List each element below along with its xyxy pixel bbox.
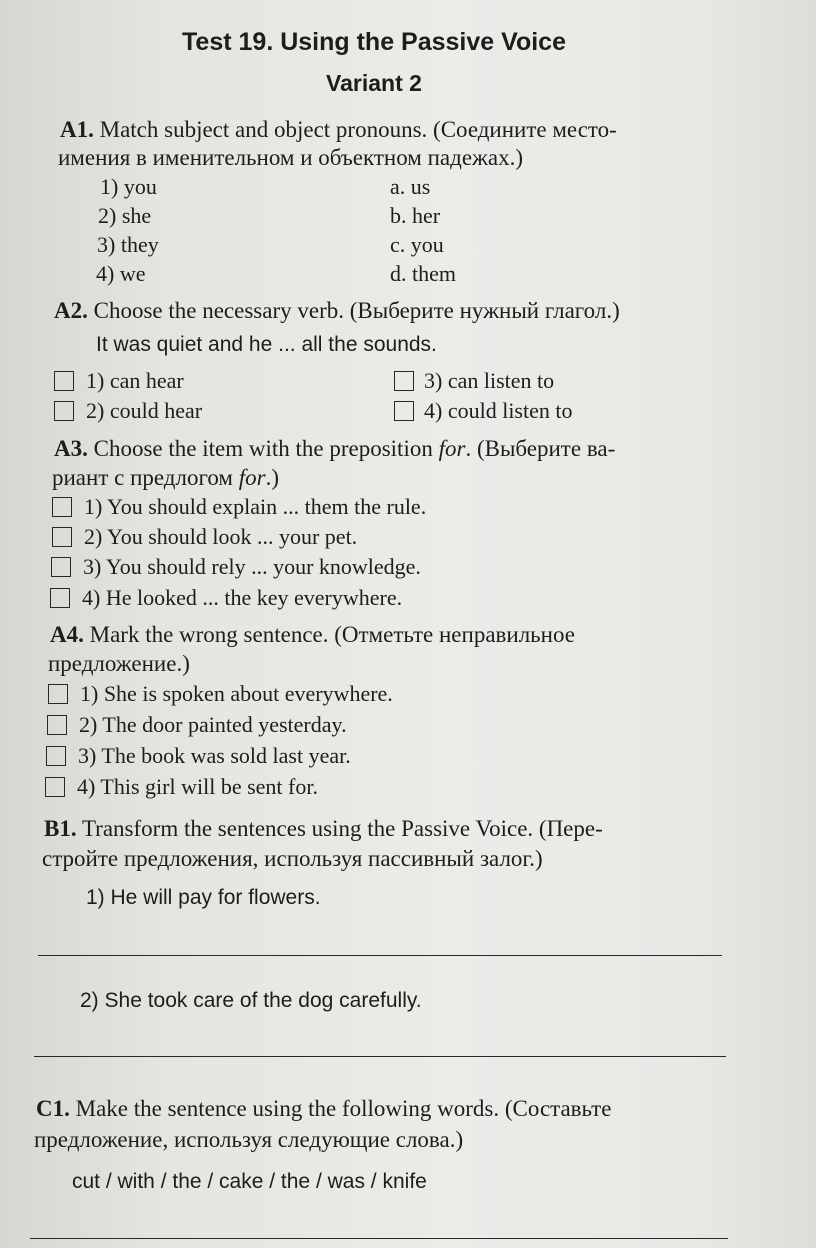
a2-label: A2. (54, 298, 88, 323)
a2-option-4-checkbox[interactable] (394, 401, 414, 421)
a3-option-3: 3) You should rely ... your knowledge. (83, 554, 421, 579)
a1-subject-3: 3) they (97, 232, 159, 257)
a3-option-4-checkbox[interactable] (50, 588, 70, 608)
a4-option-3-checkbox[interactable] (46, 746, 66, 766)
a3-instruction-line2-italic: for (238, 465, 266, 490)
c1-instruction (36, 1094, 611, 1124)
a4-instruction (50, 620, 575, 650)
a4-option-1-checkbox[interactable] (48, 684, 68, 704)
b1-instruction (44, 814, 603, 844)
a1-subject-1: 1) you (100, 174, 157, 199)
b1-label: B1. (44, 816, 77, 841)
a4-option-3: 3) The book was sold last year. (78, 743, 351, 768)
a2-option-3: 3) can listen to (424, 368, 555, 393)
a2-instruction (54, 296, 620, 326)
a4-instruction-text: Mark the wrong sentence. (Отметьте неправильное (89, 622, 575, 647)
c1-answer-line[interactable] (30, 1238, 728, 1239)
b1-item-1: 1) He will pay for flowers. (86, 886, 321, 909)
b1-item-2: 2) She took care of the dog carefully. (80, 989, 422, 1012)
page-title: Test 19. Using the Passive Voice (182, 28, 566, 56)
a2-instruction-text: Choose the necessary verb. (Выберите нужный глагол.) (93, 298, 620, 323)
a2-sentence: It was quiet and he ... all the sounds. (96, 333, 437, 356)
a1-subject-2: 2) she (98, 203, 152, 228)
a2-option-1: 1) can hear (86, 368, 184, 393)
a1-object-c: c. you (390, 232, 444, 257)
a3-option-1-checkbox[interactable] (52, 497, 72, 517)
a3-option-2-checkbox[interactable] (52, 527, 72, 547)
a4-option-4: 4) This girl will be sent for. (77, 774, 318, 799)
a2-option-4: 4) could listen to (424, 398, 573, 423)
c1-words: cut / with / the / cake / the / was / knife (72, 1170, 427, 1193)
a1-instruction (60, 115, 617, 145)
a4-option-4-checkbox[interactable] (45, 777, 65, 797)
a4-option-2-checkbox[interactable] (47, 715, 67, 735)
c1-instruction-line2: предложение, используя следующие слова.) (34, 1127, 464, 1152)
a3-label: A3. (54, 436, 88, 461)
a3-instruction-text-a: Choose the item with the preposition (93, 436, 439, 461)
a4-option-1: 1) She is spoken about everywhere. (80, 681, 393, 706)
a1-instruction-line2: имения в именительном и объектном падежах.) (58, 145, 524, 170)
a3-instruction-line2-c: .) (265, 465, 279, 490)
a3-instruction-line2 (52, 463, 279, 493)
c1-label: C1. (36, 1096, 70, 1121)
b1-instruction-line2: стройте предложения, используя пассивный залог.) (42, 846, 543, 871)
a1-subject-4: 4) we (96, 261, 146, 286)
a3-option-3-checkbox[interactable] (51, 557, 71, 577)
a1-object-a: a. us (390, 174, 431, 199)
variant-label: Variant 2 (326, 70, 422, 96)
a4-instruction-line2: предложение.) (48, 651, 190, 676)
a1-object-d: d. them (390, 261, 456, 286)
a3-instruction-italic: for (438, 436, 466, 461)
a2-option-2: 2) could hear (86, 398, 203, 423)
a4-option-2: 2) The door painted yesterday. (79, 712, 347, 737)
a1-object-b: b. her (390, 203, 441, 228)
a3-instruction-text-c: . (Выберите ва- (465, 436, 616, 461)
a2-option-3-checkbox[interactable] (394, 371, 414, 391)
a1-instruction-text: Match subject and object pronouns. (Соедините место- (99, 117, 617, 142)
a4-label: A4. (50, 622, 84, 647)
c1-instruction-text: Make the sentence using the following words. (Составьте (75, 1096, 612, 1121)
b1-instruction-text: Transform the sentences using the Passive Voice. (Пере- (81, 816, 603, 841)
a3-option-1: 1) You should explain ... them the rule. (84, 494, 427, 519)
a1-label: A1. (60, 117, 94, 142)
a3-option-2: 2) You should look ... your pet. (84, 524, 358, 549)
a2-option-1-checkbox[interactable] (54, 371, 74, 391)
a3-instruction-line2-a: риант с предлогом (52, 465, 239, 490)
b1-answer-line-2[interactable] (34, 1056, 726, 1057)
a3-instruction (54, 434, 615, 464)
a3-option-4: 4) He looked ... the key everywhere. (82, 585, 403, 610)
a2-option-2-checkbox[interactable] (54, 401, 74, 421)
b1-answer-line-1[interactable] (38, 955, 722, 956)
